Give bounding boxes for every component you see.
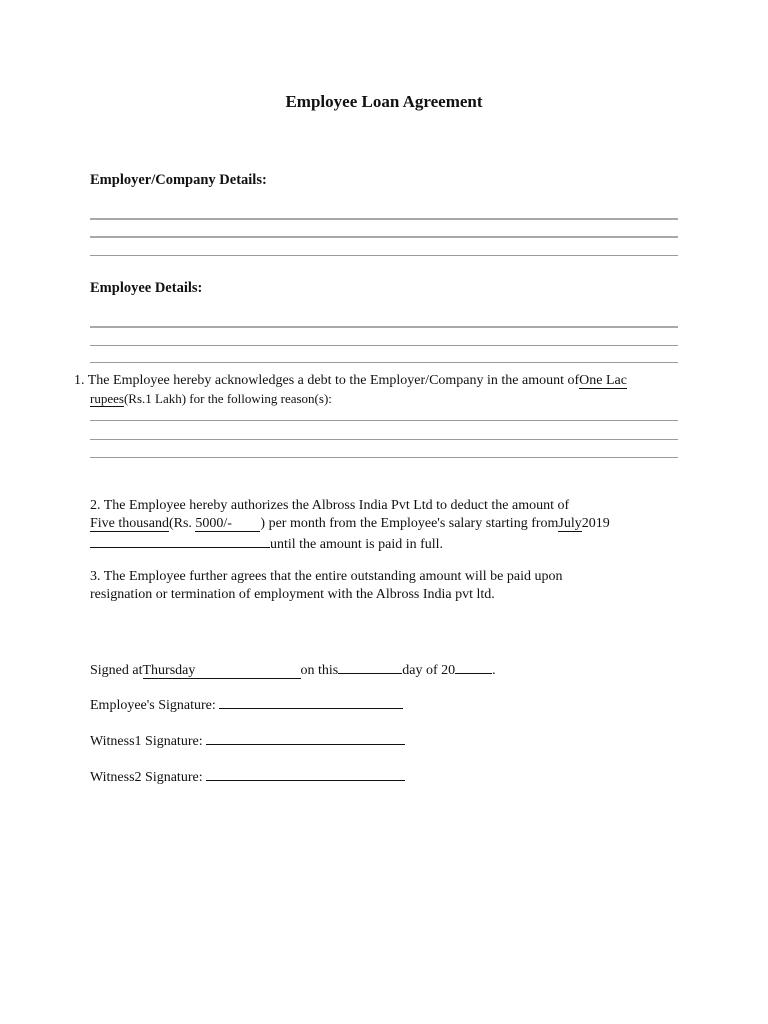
day-of-label: day of 20 bbox=[402, 663, 456, 678]
reason-line[interactable] bbox=[90, 439, 678, 440]
year-field[interactable] bbox=[455, 659, 492, 674]
clause-2-line-1: 2. The Employee hereby authorizes the Albross India Pvt Ltd to deduct the amount of bbox=[90, 498, 570, 513]
blank-line[interactable] bbox=[90, 533, 270, 548]
start-year[interactable]: 2019 bbox=[581, 516, 610, 531]
employer-field-line[interactable] bbox=[90, 218, 678, 220]
witness1-signature-label: Witness1 Signature: bbox=[90, 734, 203, 749]
clause-2-end-text: until the amount is paid in full. bbox=[270, 537, 444, 552]
clause-1-text: The Employee hereby acknowledges a debt to the Employer/Company in the amount of bbox=[87, 373, 580, 388]
loan-amount-words[interactable]: One Lac bbox=[579, 373, 627, 388]
signed-line bbox=[90, 659, 690, 680]
reason-line[interactable] bbox=[90, 420, 678, 421]
witness2-signature-label: Witness2 Signature: bbox=[90, 770, 203, 785]
clause-1-number: 1. bbox=[74, 373, 85, 388]
day-field[interactable] bbox=[338, 659, 402, 674]
clause-1-reason-text: (Rs.1 Lakh) for the following reason(s): bbox=[123, 391, 332, 406]
witness2-signature-row bbox=[90, 766, 690, 787]
clause-3-line-1: 3. The Employee further agrees that the entire outstanding amount will be paid upon bbox=[90, 569, 563, 584]
employer-field-line[interactable] bbox=[90, 236, 678, 238]
employee-field-line[interactable] bbox=[90, 362, 678, 363]
witness1-signature-row bbox=[90, 730, 690, 751]
deduction-amount-words[interactable]: Five thousand bbox=[90, 516, 169, 531]
employee-field-line[interactable] bbox=[90, 326, 678, 328]
start-month[interactable]: July bbox=[558, 516, 582, 531]
document-title: Employee Loan Agreement bbox=[285, 92, 483, 111]
clause-2-mid-text: ) per month from the Employee's salary starting from bbox=[260, 516, 559, 531]
employee-details-heading: Employee Details: bbox=[90, 280, 203, 296]
clause-1-line-2 bbox=[90, 390, 690, 408]
signed-at-label: Signed at bbox=[90, 663, 143, 678]
employer-field-line[interactable] bbox=[90, 255, 678, 256]
employee-signature-label: Employee's Signature: bbox=[90, 698, 216, 713]
employer-details-heading: Employer/Company Details: bbox=[90, 172, 267, 188]
signed-end: . bbox=[492, 663, 496, 678]
clause-2-line-3 bbox=[90, 533, 690, 554]
reason-line[interactable] bbox=[90, 457, 678, 458]
employee-field-line[interactable] bbox=[90, 345, 678, 346]
clause-3-line-2: resignation or termination of employment with the Albross India pvt ltd. bbox=[90, 587, 495, 602]
signed-place-field[interactable]: Thursday bbox=[143, 663, 301, 679]
employee-signature-row bbox=[90, 694, 690, 715]
loan-amount-words-cont[interactable]: rupees bbox=[90, 391, 124, 406]
clause-2-line-2 bbox=[90, 515, 690, 533]
rs-prefix: (Rs. bbox=[168, 516, 196, 531]
employee-signature-field[interactable] bbox=[219, 694, 403, 709]
on-this-label: on this bbox=[300, 663, 339, 678]
deduction-amount-number[interactable]: 5000/- bbox=[195, 516, 260, 532]
witness2-signature-field[interactable] bbox=[206, 766, 405, 781]
clause-1 bbox=[74, 372, 674, 390]
witness1-signature-field[interactable] bbox=[206, 730, 405, 745]
